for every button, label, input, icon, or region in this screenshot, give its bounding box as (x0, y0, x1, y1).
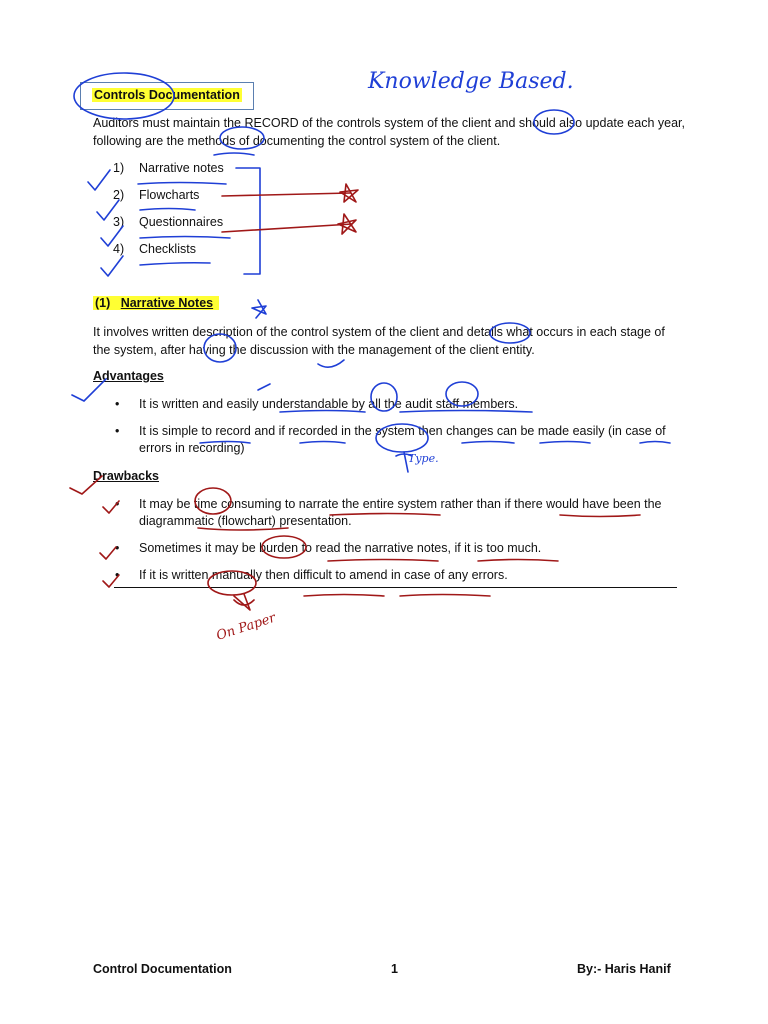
footer-title: Control Documentation (93, 962, 232, 976)
annotation-knowledge-based: Knowledge Based. (368, 69, 574, 94)
method-item: 2) Flowcharts (113, 188, 200, 202)
method-item: 3) Questionnaires (113, 215, 224, 229)
intro-paragraph: Auditors must maintain the RECORD of the controls system of the client and should also update each year, following are the methods of documenting the control system of the client. (93, 116, 685, 148)
drawbacks-heading: Drawbacks (93, 469, 160, 483)
method-item: 4) Checklists (113, 242, 196, 256)
annotation-on-paper: On Paper (214, 610, 278, 644)
methods-list (113, 159, 224, 267)
list-item: • Sometimes it may be burden to read the narrative notes, if it is too much. (115, 541, 542, 555)
annotation-type: Type. (408, 452, 439, 465)
section-intro: It involves written description of the control system of the client and details what occurs in each stage of the system, after having the discussion with the management of the client entity. (93, 325, 665, 357)
advantages-list (113, 396, 685, 467)
list-item: • It is simple to record and if recorded in the system then changes can be made easily (in case of errors in recording) (115, 424, 666, 455)
list-item: • If it is written manually then difficult to amend in case of any errors. (115, 568, 508, 582)
advantages-heading: Advantages (93, 369, 164, 383)
heading: Controls Documentation (94, 88, 240, 102)
drawbacks-list (113, 496, 685, 594)
divider (114, 587, 677, 588)
list-item: • It may be time consuming to narrate the entire system rather than if there would have been the diagrammatic (flowchart) presentation. (115, 497, 662, 528)
method-item: 1) Narrative notes (113, 161, 224, 175)
section-heading: (1) Narrative Notes (93, 296, 219, 310)
footer-author: By:- Haris Hanif (577, 962, 671, 976)
list-item: • It is written and easily understandable by all the audit staff members. (115, 397, 519, 411)
page-number: 1 (391, 962, 398, 976)
